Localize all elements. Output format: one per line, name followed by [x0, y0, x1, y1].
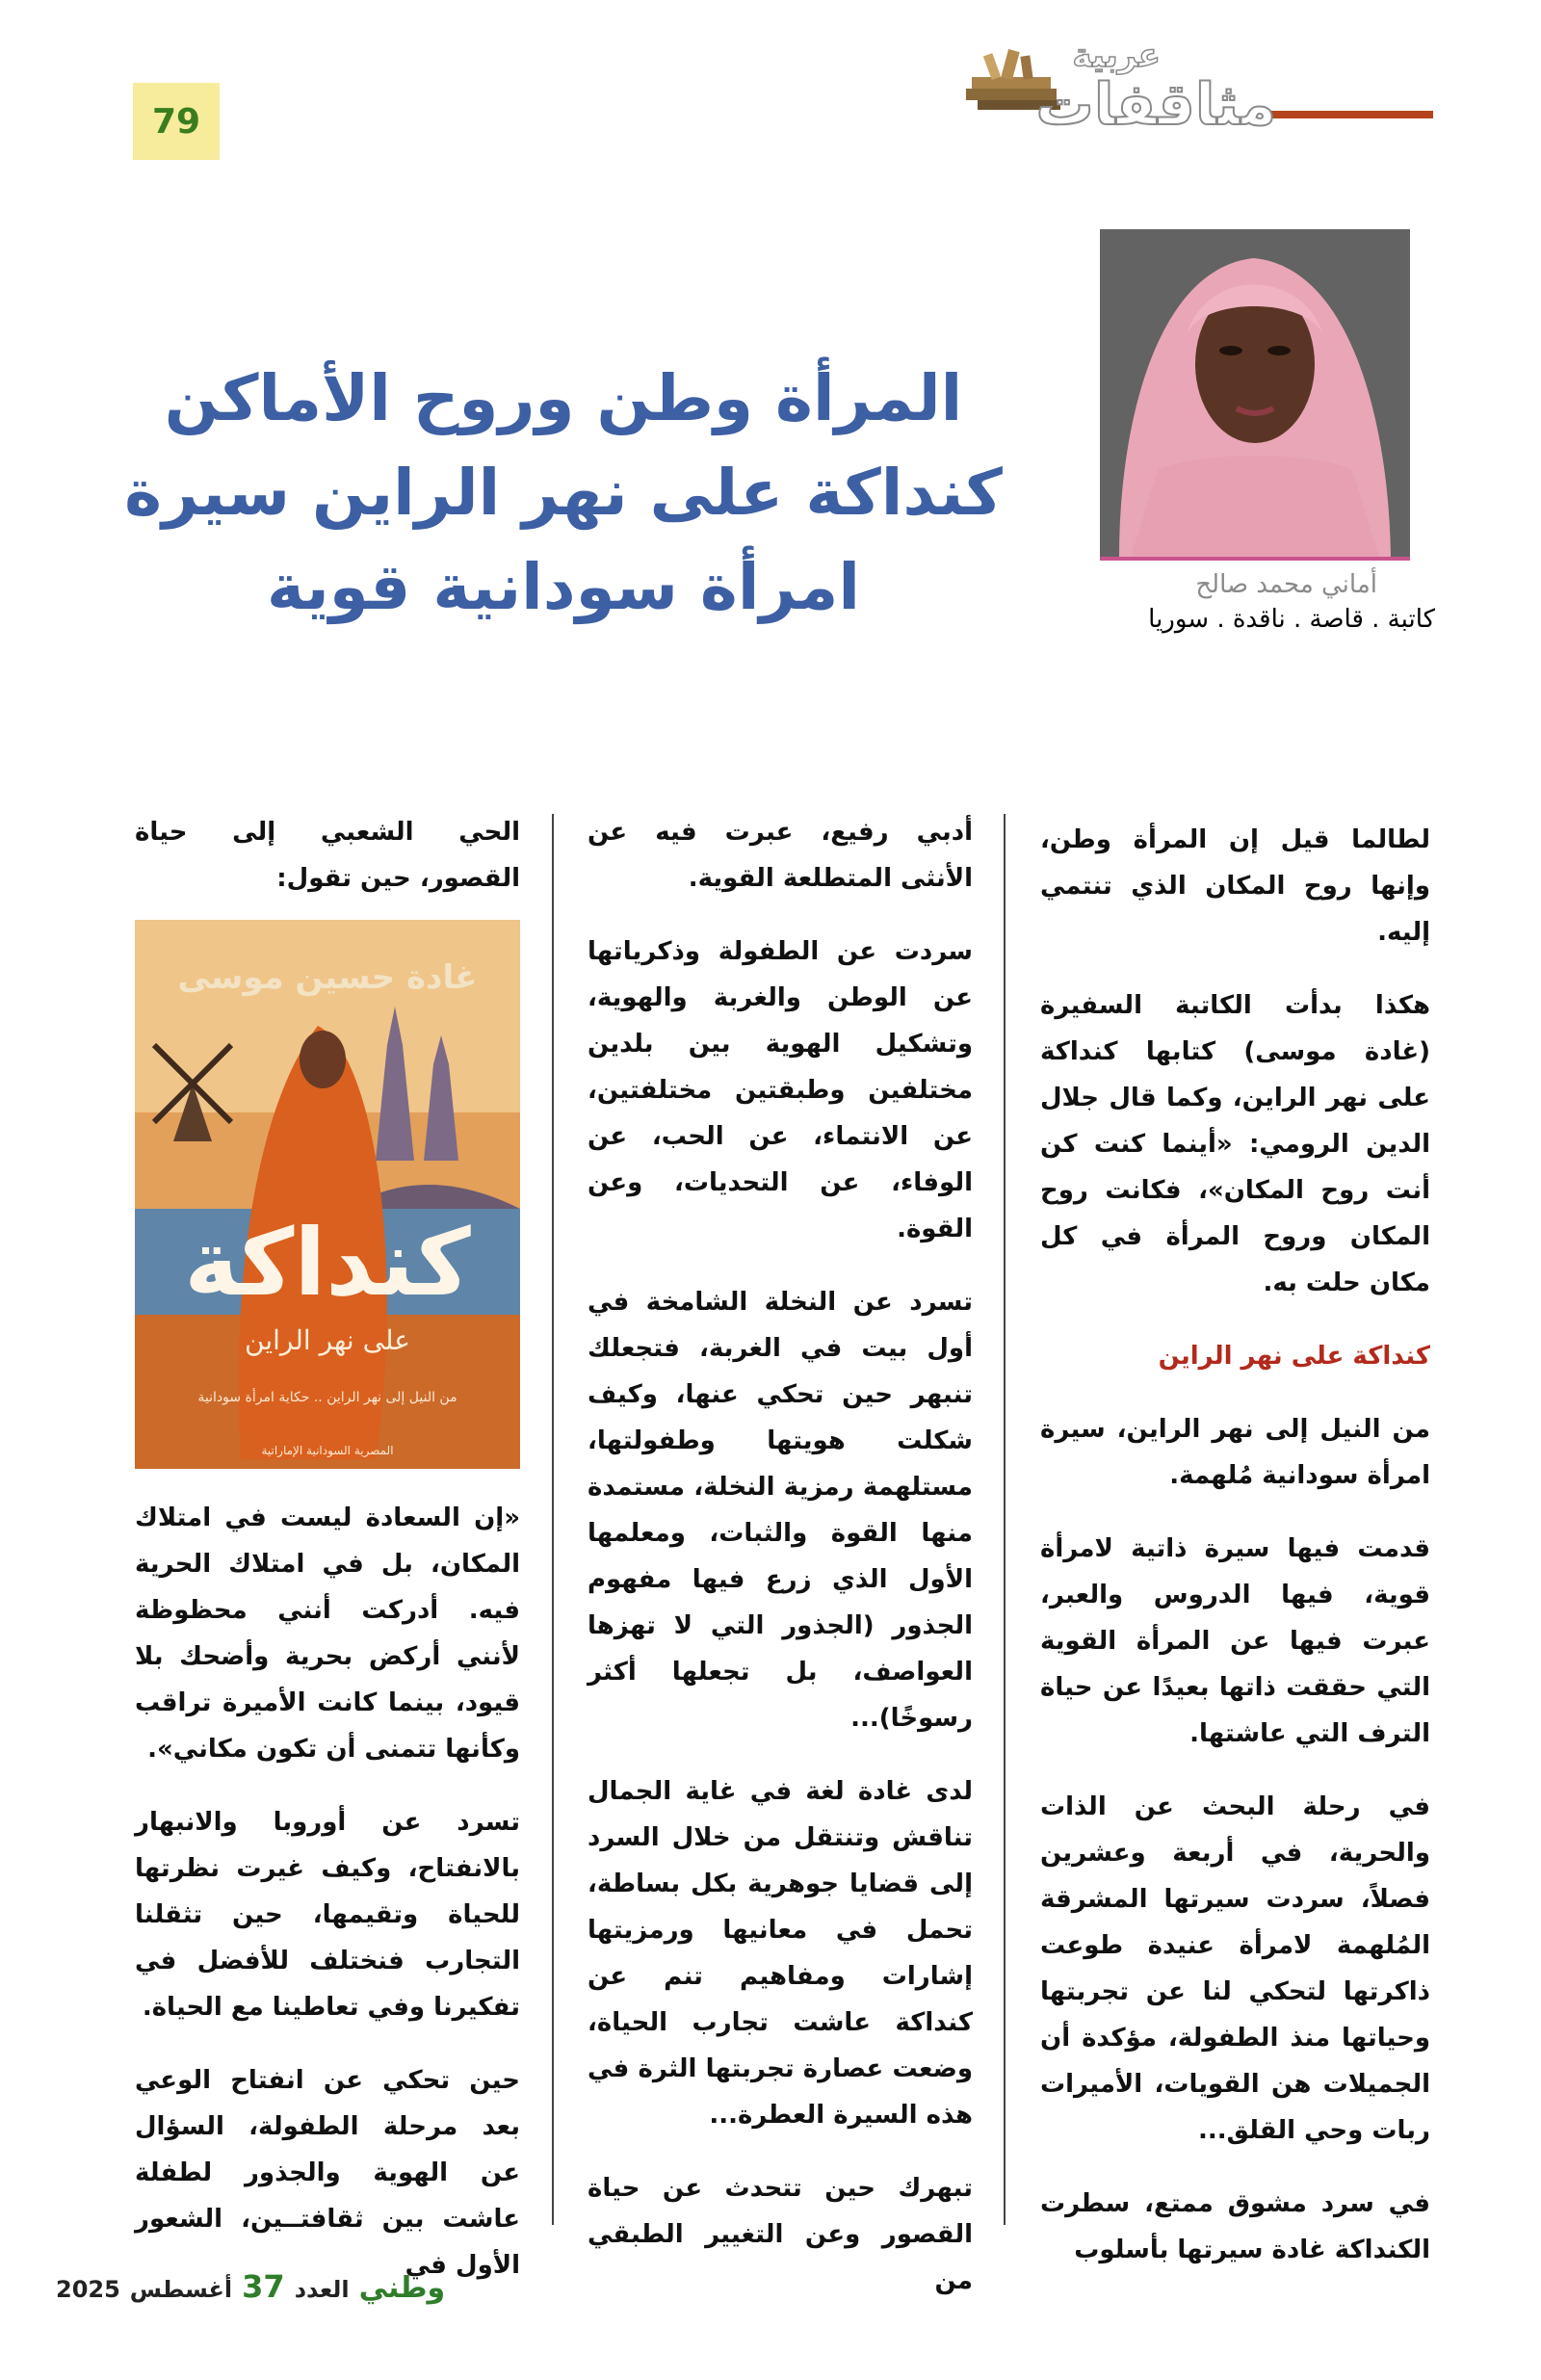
brand-title: مثاقفات	[1035, 71, 1276, 139]
article-title	[77, 352, 1050, 635]
paragraph: تسرد عن النخلة الشامخة في أول بيت في الغربة، فتجعلك تنبهر حين تحكي عنها، وكيف شكلت هويتها وطفولتها، مستلهمة رمزية النخلة، مستمدة منها القوة والثبات، ومعلمها الأول الذي زرع فيها مفهوم الجذور (الجذور التي لا تهزها العواصف، بل تجعلها أكثر رسوخًا)...	[588, 1288, 973, 1733]
column-divider	[1004, 814, 1006, 2225]
paragraph: الحي الشعبي إلى حياة القصور، حين تقول:	[135, 818, 520, 893]
paragraph: في سرد مشوق ممتع، سطرت الكنداكة غادة سيرتها بأسلوب	[1040, 2189, 1430, 2264]
cover-tagline: من النيل إلى نهر الراين .. حكاية امرأة سودانية	[197, 1390, 457, 1405]
footer-month: أغسطس	[129, 2276, 233, 2303]
paragraph: هكذا بدأت الكاتبة السفيرة (غادة موسى) كتابها كنداكة على نهر الراين، وكما قال جلال الدين الرومي: «أينما كنت كن أنت روح المكان»، فكانت روح المكان وروح المرأة في كل مكان حلت به.	[1040, 991, 1430, 1297]
title-line-2: كنداكة على نهر الراين سيرة	[124, 456, 1003, 530]
footer-magazine: وطني	[358, 2271, 446, 2305]
column-left-continued	[135, 1495, 520, 2315]
page-footer	[56, 2268, 445, 2307]
paragraph: سردت عن الطفولة وذكرياتها عن الوطن والغربة والهوية، وتشكيل الهوية بين بلدين مختلفين وطبقتين مختلفتين، عن الانتماء، عن الحب، عن الوفاء، عن التحديات، وعن القوة.	[588, 937, 973, 1243]
paragraph: حين تحكي عن انفتاح الوعي بعد مرحلة الطفولة، السؤال عن الهوية والجذور لطفلة عاشت بين ثقافتــين، الشعور الأول في	[135, 2066, 520, 2280]
cover-subtitle: على نهر الراين	[245, 1324, 410, 1356]
author-photo	[1100, 229, 1410, 561]
footer-year: 2025	[56, 2276, 120, 2303]
cover-author: غادة حسين موسى	[177, 958, 478, 997]
paragraph: تبهرك حين تتحدث عن حياة القصور وعن التغيير الطبقي من	[588, 2174, 973, 2295]
title-line-3: امرأة سودانية قوية	[266, 550, 860, 624]
brand-subtitle: عربية	[1072, 37, 1161, 75]
paragraph: قدمت فيها سيرة ذاتية لامرأة قوية، فيها الدروس والعبر، عبرت فيها عن المرأة القوية التي حققت ذاتها بعيدًا عن حياة الترف التي عاشتها.	[1040, 1534, 1430, 1748]
paragraph: تسرد عن أوروبا والانبهار بالانفتاح، وكيف غيرت نظرتها للحياة وتقيمها، حين تثقلنا التجارب فنختلف للأفضل في تفكيرنا وفي تعاطينا مع الحياة.	[135, 1808, 520, 2022]
brand-accent-line	[1269, 111, 1433, 118]
paragraph: من النيل إلى نهر الراين، سيرة امرأة سودانية مُلهمة.	[1040, 1415, 1430, 1490]
cover-publisher: المصرية السودانية الإماراتية	[261, 1444, 394, 1457]
footer-issue-label: العدد	[294, 2276, 350, 2303]
paragraph: أدبي رفيع، عبرت فيه عن الأنثى المتطلعة القوية.	[588, 818, 973, 893]
column-divider	[552, 814, 554, 2225]
author-role: كاتبة . قاصة . ناقدة . سوريا	[1148, 605, 1435, 634]
column-middle	[588, 809, 973, 2331]
paragraph: لدى غادة لغة في غاية الجمال تناقش وتنتقل من خلال السرد إلى قضايا جوهرية بكل بساطة، تحمل في معانيها ورمزيتها إشارات ومفاهيم تنم عن كنداكة عاشت تجارب الحياة، وضعت عصارة تجربتها الثرة في هذه السيرة العطرة...	[588, 1777, 973, 2130]
page-number: 79	[133, 83, 220, 160]
paragraph: لطالما قيل إن المرأة وطن، وإنها روح المكان الذي تنتمي إليه.	[1040, 825, 1430, 947]
column-left	[135, 809, 520, 928]
brand-logo	[891, 37, 1276, 143]
footer-issue-number: 37	[242, 2268, 285, 2305]
section-subheading: كنداكة على نهر الراين	[1158, 1342, 1430, 1371]
title-line-1: المرأة وطن وروح الأماكن	[164, 361, 963, 435]
column-right	[1040, 817, 1430, 2300]
cover-title: كنداكة	[184, 1209, 471, 1317]
paragraph: في رحلة البحث عن الذات والحرية، في أربعة وعشرين فصلاً، سردت سيرتها المشرقة المُلهمة لامرأة عنيدة طوعت ذاكرتها لتحكي لنا عن تجربتها وحياتها منذ الطفولة، مؤكدة أن الجميلات هن القويات، الأميرات ربات وحي القلق...	[1040, 1792, 1430, 2145]
quote-paragraph: «إن السعادة ليست في امتلاك المكان، بل في امتلاك الحرية فيه. أدركت أنني محظوظة لأنني أركض بحرية وأضحك بلا قيود، بينما كانت الأميرة تراقب وكأنها تتمنى أن تكون مكاني».	[135, 1504, 520, 1764]
book-cover	[135, 920, 520, 1469]
author-name: أماني محمد صالح	[1195, 570, 1377, 599]
